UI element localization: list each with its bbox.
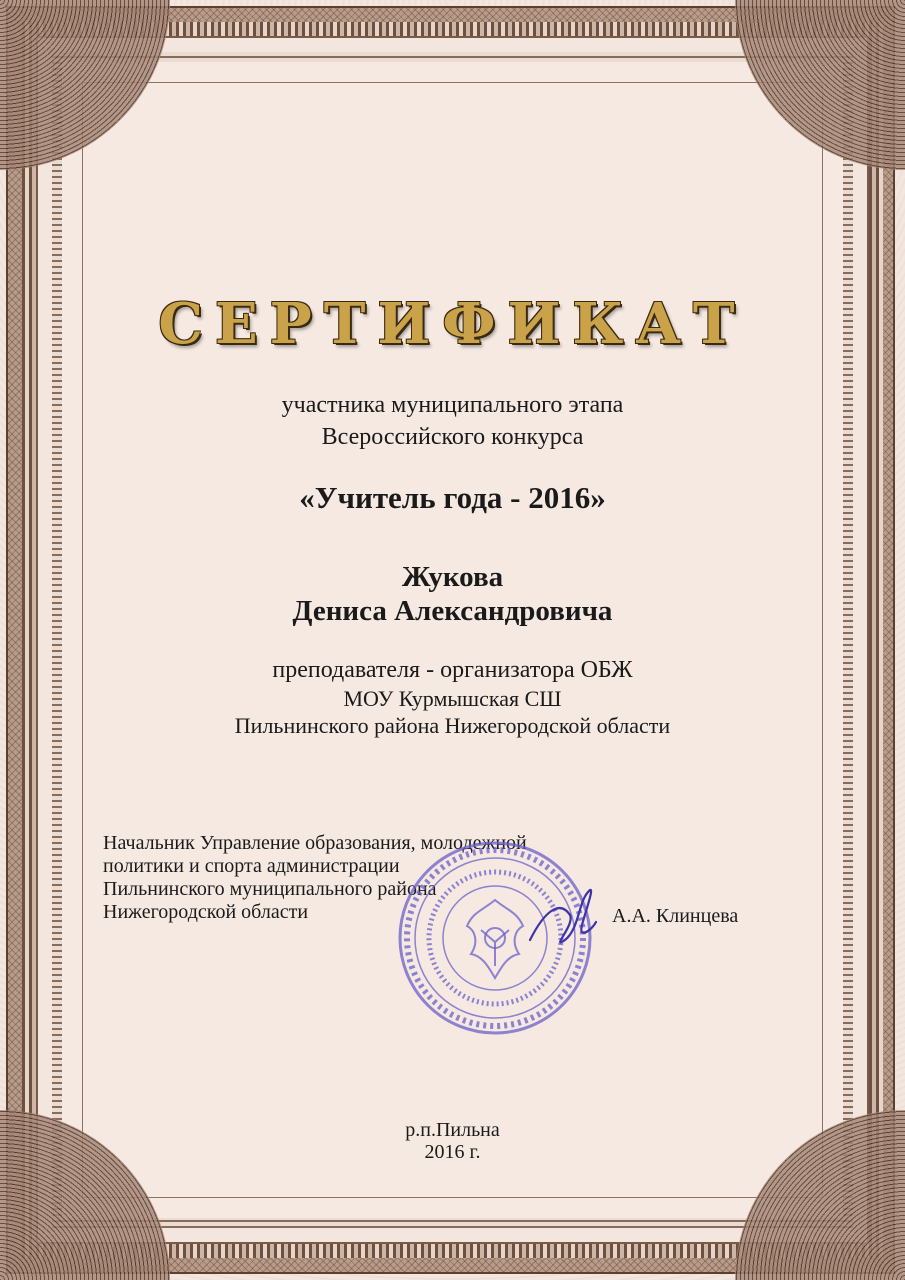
certificate-title: СЕРТИФИКАТ xyxy=(158,291,747,357)
contest-name: «Учитель года - 2016» xyxy=(299,480,606,515)
issue-place: р.п.Пильна xyxy=(405,1119,500,1141)
subtitle-line-1: участника муниципального этапа xyxy=(281,392,624,418)
signatory-title-line: Пильнинского муниципального района xyxy=(103,878,437,900)
signatory-name: А.А. Клинцева xyxy=(612,905,739,927)
signatory-title-line: политики и спорта администрации xyxy=(103,855,400,877)
position-line-1: преподавателя - организатора ОБЖ xyxy=(272,657,633,683)
issue-year: 2016 г. xyxy=(424,1141,481,1163)
subtitle-line-2: Всероссийского конкурса xyxy=(321,424,584,450)
handwritten-signature xyxy=(520,870,600,960)
recipient-surname: Жукова xyxy=(401,561,504,593)
signatory-title-line: Нижегородской области xyxy=(103,901,309,923)
recipient-names: Дениса Александровича xyxy=(292,595,613,627)
position-line-2: МОУ Курмышская СШ xyxy=(343,686,562,711)
signatory-title-line: Начальник Управление образования, молодежной xyxy=(103,832,527,854)
position-line-3: Пильнинского района Нижегородской области xyxy=(234,713,671,738)
